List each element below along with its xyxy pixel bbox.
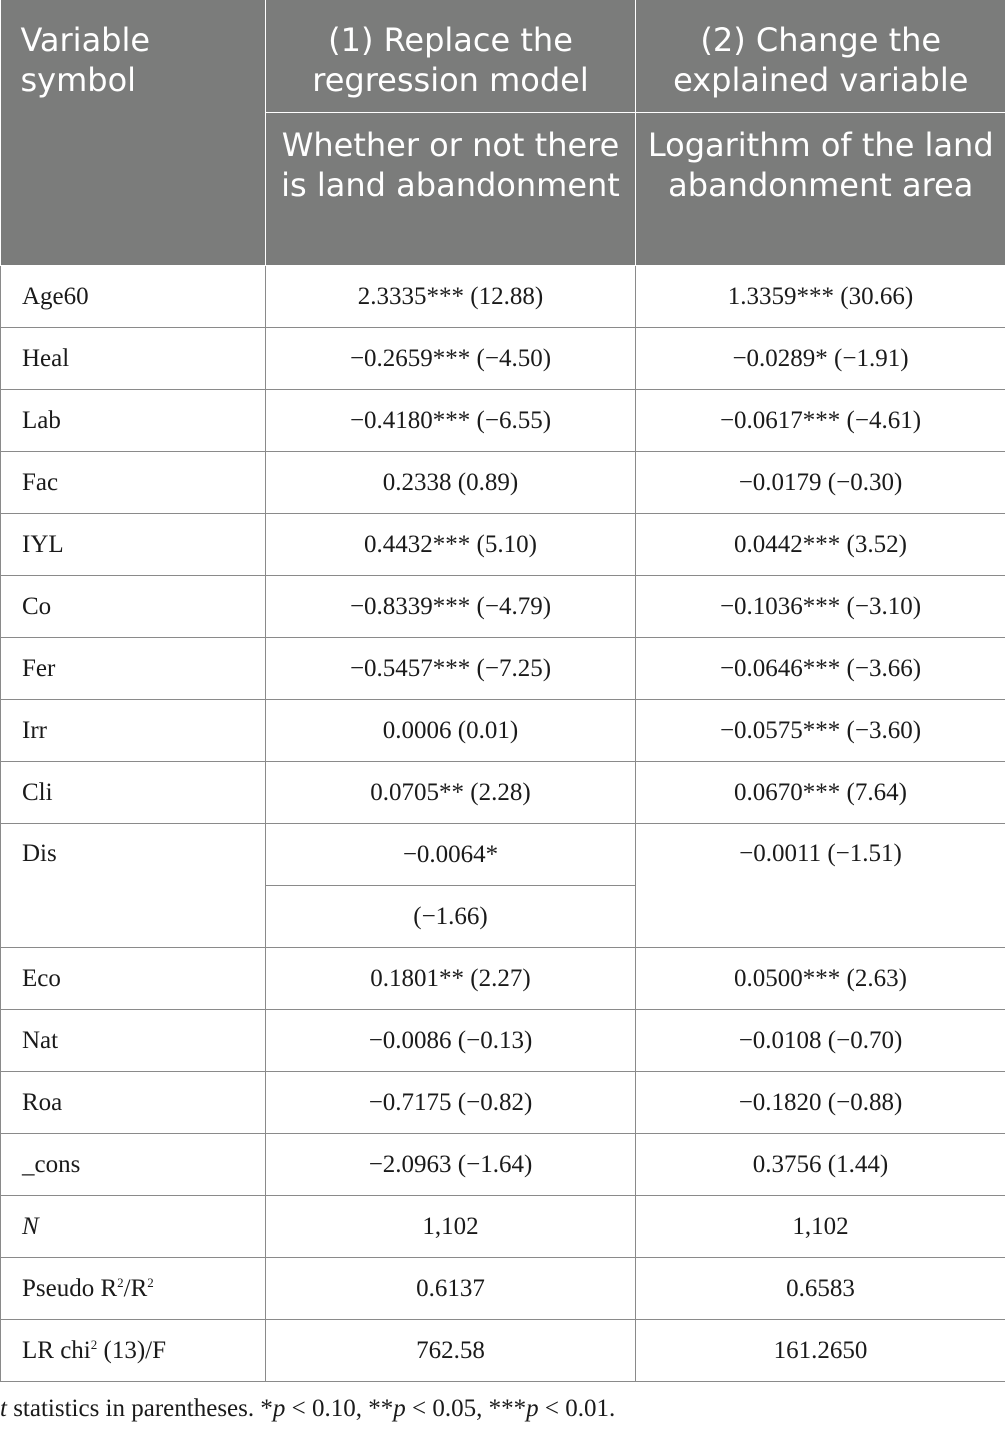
footnote-text: < 0.10, **: [285, 1395, 394, 1422]
cell-value: 0.0006 (0.01): [266, 700, 636, 762]
cell-value: −0.0086 (−0.13): [266, 1010, 636, 1072]
table-row: [1, 1320, 1005, 1382]
cell-value: −0.0646*** (−3.66): [636, 638, 1005, 700]
table-row: [1, 266, 1005, 328]
table-row: [1, 1258, 1005, 1320]
cell-value: −0.0064*: [266, 824, 636, 886]
row-label: Heal: [1, 328, 266, 390]
cell-value: −2.0963 (−1.64): [266, 1134, 636, 1196]
row-label: _cons: [1, 1134, 266, 1196]
superscript: 2: [90, 1336, 98, 1352]
footnote-p: p: [526, 1395, 539, 1422]
header-col2-subtitle: Logarithm of the land abandonment area: [636, 113, 1005, 266]
cell-value: 0.4432*** (5.10): [266, 514, 636, 576]
row-label: Roa: [1, 1072, 266, 1134]
header-col2-title: (2) Change the explained variable: [636, 0, 1005, 113]
header-col1-subtitle: Whether or not there is land abandonment: [266, 113, 636, 266]
row-label: Irr: [1, 700, 266, 762]
cell-value: 762.58: [266, 1320, 636, 1382]
row-label: Nat: [1, 1010, 266, 1072]
table-row: [1, 1010, 1005, 1072]
cell-value: −0.7175 (−0.82): [266, 1072, 636, 1134]
cell-value: (−1.66): [266, 886, 636, 948]
row-label: Fer: [1, 638, 266, 700]
cell-value: 0.1801** (2.27): [266, 948, 636, 1010]
table-row: [1, 514, 1005, 576]
row-label-part: /R: [123, 1274, 148, 1302]
footnote-p: p: [393, 1395, 406, 1422]
footnote-p: p: [272, 1395, 286, 1422]
row-label: Age60: [1, 266, 266, 328]
row-label: [1, 1320, 266, 1382]
cell-value: 1.3359*** (30.66): [636, 266, 1005, 328]
cell-value: −0.0011 (−1.51): [636, 824, 1005, 948]
cell-value: −0.0289* (−1.91): [636, 328, 1005, 390]
header-col1-title: (1) Replace the regression model: [266, 0, 636, 113]
row-label-part: (13)/F: [97, 1336, 166, 1364]
row-label: Lab: [1, 390, 266, 452]
row-label-part: LR chi: [22, 1336, 91, 1364]
cell-value: 0.3756 (1.44): [636, 1134, 1005, 1196]
table-row: [1, 328, 1005, 390]
cell-value: 2.3335*** (12.88): [266, 266, 636, 328]
footnote-text: < 0.01.: [538, 1395, 616, 1422]
cell-value: −0.5457*** (−7.25): [266, 638, 636, 700]
table-row: [1, 452, 1005, 514]
row-label: Eco: [1, 948, 266, 1010]
row-label: Cli: [1, 762, 266, 824]
table-row: [1, 638, 1005, 700]
cell-value: −0.0108 (−0.70): [636, 1010, 1005, 1072]
cell-value: −0.4180*** (−6.55): [266, 390, 636, 452]
cell-value: 0.0442*** (3.52): [636, 514, 1005, 576]
cell-value: 0.6583: [636, 1258, 1005, 1320]
footnote-text: < 0.05, ***: [405, 1395, 527, 1422]
row-label: IYL: [1, 514, 266, 576]
table-row: [1, 700, 1005, 762]
table-row: [1, 390, 1005, 452]
table-row: [1, 762, 1005, 824]
row-label: [1, 1258, 266, 1320]
cell-value: 0.2338 (0.89): [266, 452, 636, 514]
table-footnote: [0, 1395, 615, 1423]
row-label: Fac: [1, 452, 266, 514]
footnote-text: statistics in parentheses. *: [6, 1395, 273, 1422]
table-row: [1, 824, 1005, 886]
cell-value: 161.2650: [636, 1320, 1005, 1382]
superscript: 2: [117, 1274, 124, 1290]
cell-value: 1,102: [266, 1196, 636, 1258]
footnote-t: t: [0, 1395, 7, 1422]
cell-value: 0.6137: [266, 1258, 636, 1320]
cell-value: −0.0575*** (−3.60): [636, 700, 1005, 762]
cell-value: −0.1036*** (−3.10): [636, 576, 1005, 638]
row-label: Co: [1, 576, 266, 638]
table-row: [1, 1196, 1005, 1258]
table-row: [1, 576, 1005, 638]
header-variable-symbol: Variable symbol: [1, 0, 266, 266]
cell-value: −0.0179 (−0.30): [636, 452, 1005, 514]
table-row: [1, 948, 1005, 1010]
row-label-part: Pseudo R: [22, 1274, 118, 1302]
table-row: [1, 1072, 1005, 1134]
cell-value: 0.0670*** (7.64): [636, 762, 1005, 824]
cell-value: 0.0500*** (2.63): [636, 948, 1005, 1010]
cell-value: 0.0705** (2.28): [266, 762, 636, 824]
row-label: Dis: [1, 824, 266, 948]
superscript: 2: [147, 1274, 154, 1290]
row-label: N: [1, 1196, 266, 1258]
cell-value: −0.8339*** (−4.79): [266, 576, 636, 638]
cell-value: −0.1820 (−0.88): [636, 1072, 1005, 1134]
cell-value: 1,102: [636, 1196, 1005, 1258]
table-row: [1, 1134, 1005, 1196]
cell-value: −0.2659*** (−4.50): [266, 328, 636, 390]
cell-value: −0.0617*** (−4.61): [636, 390, 1005, 452]
